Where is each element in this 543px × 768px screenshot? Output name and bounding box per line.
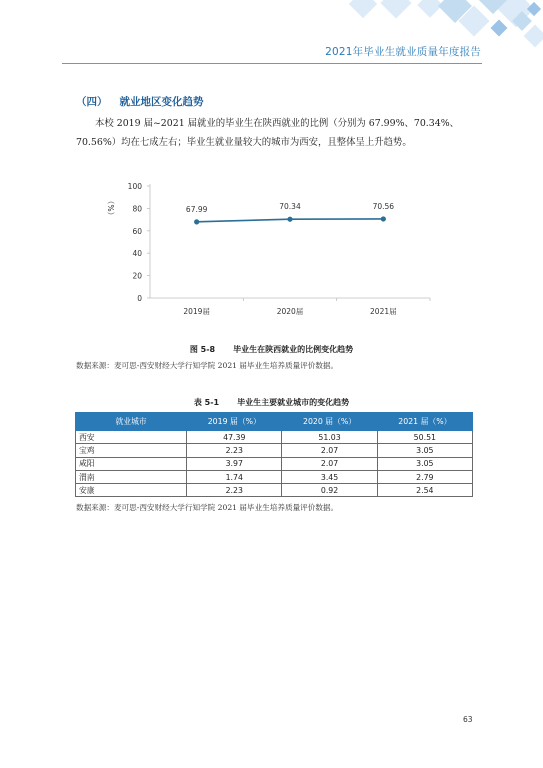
- y-tick-label: 20: [132, 271, 142, 281]
- value-cell: 51.03: [282, 431, 377, 444]
- column-header: 2020 届（%）: [282, 413, 377, 431]
- city-cell: 安康: [76, 484, 187, 497]
- data-point: [194, 219, 199, 224]
- value-cell: 50.51: [377, 431, 472, 444]
- city-cell: 西安: [76, 431, 187, 444]
- value-cell: 3.45: [282, 470, 377, 483]
- table-title: 毕业生主要就业城市的变化趋势: [237, 398, 350, 407]
- value-cell: 3.97: [187, 457, 282, 470]
- value-cell: 47.39: [187, 431, 282, 444]
- column-header: 2019 届（%）: [187, 413, 282, 431]
- value-cell: 2.07: [282, 444, 377, 457]
- table-row: [76, 484, 473, 497]
- section-title: 就业地区变化趋势: [119, 96, 204, 108]
- table-row: [76, 431, 473, 444]
- employment-city-table: [75, 412, 473, 497]
- figure-source: 数据来源：麦可思-西安财经大学行知学院 2021 届毕业生培养质量评价数据。: [76, 361, 339, 370]
- value-cell: 2.79: [377, 470, 472, 483]
- y-tick-label: 40: [132, 249, 142, 259]
- data-label: 67.99: [185, 204, 208, 214]
- x-tick-label: 2020届: [276, 307, 304, 316]
- data-label: 70.34: [279, 202, 301, 212]
- data-point: [287, 217, 292, 222]
- header-rule: [62, 63, 482, 64]
- value-cell: 3.05: [377, 457, 472, 470]
- value-cell: 3.05: [377, 444, 472, 457]
- line-chart: [100, 168, 435, 326]
- value-cell: 0.92: [282, 484, 377, 497]
- figure-title: 毕业生在陕西就业的比例变化趋势: [233, 345, 354, 354]
- y-tick-label: 80: [132, 204, 142, 214]
- figure-caption: [0, 344, 543, 355]
- y-axis-label: （%）: [107, 196, 116, 220]
- table-row: [76, 470, 473, 483]
- city-cell: 宝鸡: [76, 444, 187, 457]
- table-header-row: [76, 413, 473, 431]
- column-header: 就业城市: [76, 413, 187, 431]
- value-cell: 2.23: [187, 484, 282, 497]
- column-header: 2021 届（%）: [377, 413, 472, 431]
- body-paragraph: 本校 2019 届~2021 届就业的毕业生在陕西就业的比例（分别为 67.99%、70.34%、70.56%）均在七成左右；毕业生就业量较大的城市为西安，且整体呈上升趋势。: [76, 118, 459, 148]
- value-cell: 2.23: [187, 444, 282, 457]
- figure-number: 图 5-8: [189, 345, 216, 354]
- data-point: [381, 216, 386, 221]
- table-number: 表 5-1: [193, 398, 220, 407]
- page-number: 63: [463, 715, 473, 724]
- table-row: [76, 444, 473, 457]
- city-cell: 渭南: [76, 470, 187, 483]
- report-header-title: 2021年毕业生就业质量年度报告: [325, 46, 481, 58]
- x-tick-label: 2019届: [183, 307, 210, 316]
- y-tick-label: 100: [127, 182, 142, 191]
- city-cell: 咸阳: [76, 457, 187, 470]
- section-number: （四）: [76, 96, 108, 108]
- section-heading: [76, 94, 216, 109]
- x-tick-label: 2021届: [370, 307, 397, 316]
- y-tick-label: 0: [137, 294, 142, 303]
- table-caption: [0, 397, 543, 408]
- value-cell: 2.54: [377, 484, 472, 497]
- table-source: 数据来源：麦可思-西安财经大学行知学院 2021 届毕业生培养质量评价数据。: [76, 503, 339, 512]
- value-cell: 1.74: [187, 470, 282, 483]
- data-label: 70.56: [372, 201, 395, 211]
- y-tick-label: 60: [132, 226, 142, 236]
- value-cell: 2.07: [282, 457, 377, 470]
- table-row: [76, 457, 473, 470]
